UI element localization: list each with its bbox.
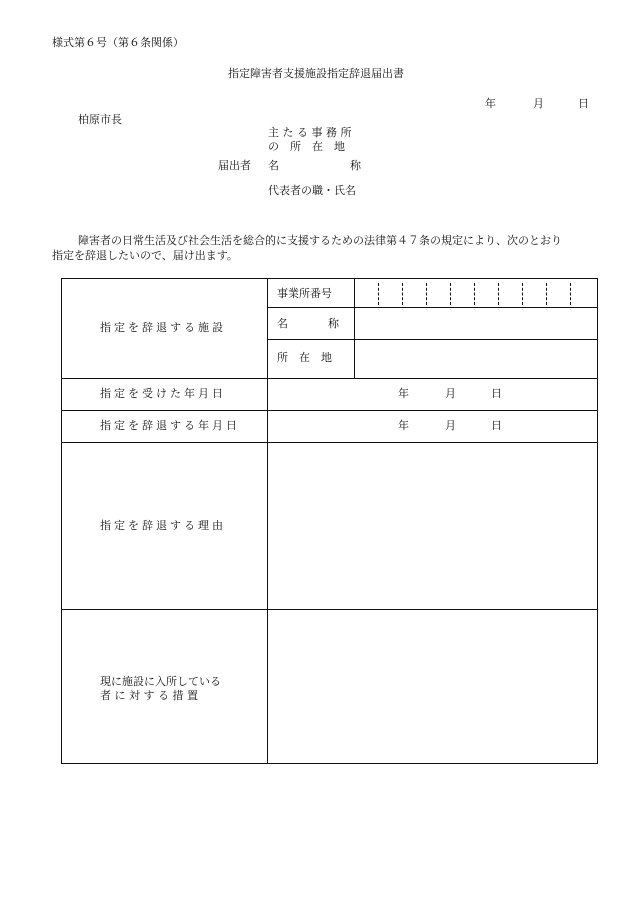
reason-label: 指定を辞退する理由 [100, 519, 226, 532]
row-line-1 [62, 378, 598, 379]
facility-name-label-a: 名 [277, 317, 288, 330]
designated-month: 月 [445, 387, 456, 400]
designated-day: 日 [491, 387, 502, 400]
row-line-2 [62, 410, 598, 411]
applicant-name-label-a: 名 [268, 159, 279, 172]
form-number: 様式第６号（第６条関係） [52, 36, 184, 49]
body-text-line1: 障害者の日常生活及び社会生活を総合的に支援するための法律第４７条の規定により、次のとおり [78, 234, 562, 247]
withdrawal-month: 月 [445, 419, 456, 432]
designated-date-label: 指定を受けた年月日 [100, 387, 226, 400]
facility-name-label-b: 称 [328, 317, 339, 330]
date-month-label: 月 [533, 97, 544, 110]
date-day-label: 日 [578, 97, 589, 110]
facility-label: 指定を辞退する施設 [100, 321, 226, 334]
applicant-name-label-b: 称 [350, 159, 361, 172]
withdrawal-day: 日 [491, 419, 502, 432]
office-number-label: 事業所番号 [277, 287, 332, 300]
withdrawal-year: 年 [398, 419, 409, 432]
withdrawal-date-label: 指定を辞退する年月日 [100, 419, 240, 432]
facility-location-label: 所 在 地 [277, 351, 332, 364]
date-year-label: 年 [485, 97, 496, 110]
designated-year: 年 [398, 387, 409, 400]
office-number-input[interactable] [355, 280, 597, 307]
facility-name-input[interactable] [355, 308, 597, 339]
reason-input[interactable] [268, 443, 598, 609]
withdrawal-form-table [61, 278, 598, 764]
measures-label-line2: 者 に 対 す る 措 置 [100, 689, 198, 702]
measures-label-line1: 現に施設に入所している [100, 675, 221, 688]
representative-label: 代表者の職・氏名 [268, 184, 356, 197]
measures-input[interactable] [268, 610, 598, 764]
office-location-label-line2: の 所 在 地 [268, 140, 345, 153]
body-text-line2: 指定を辞退したいので、届け出ます。 [52, 249, 238, 262]
addressee: 柏原市長 [78, 113, 122, 126]
applicant-label: 届出者 [218, 159, 251, 172]
page-title: 指定障害者支援施設指定辞退届出書 [228, 67, 404, 80]
facility-location-input[interactable] [355, 340, 597, 378]
office-location-label-line1: 主 た る 事 務 所 [268, 126, 352, 139]
